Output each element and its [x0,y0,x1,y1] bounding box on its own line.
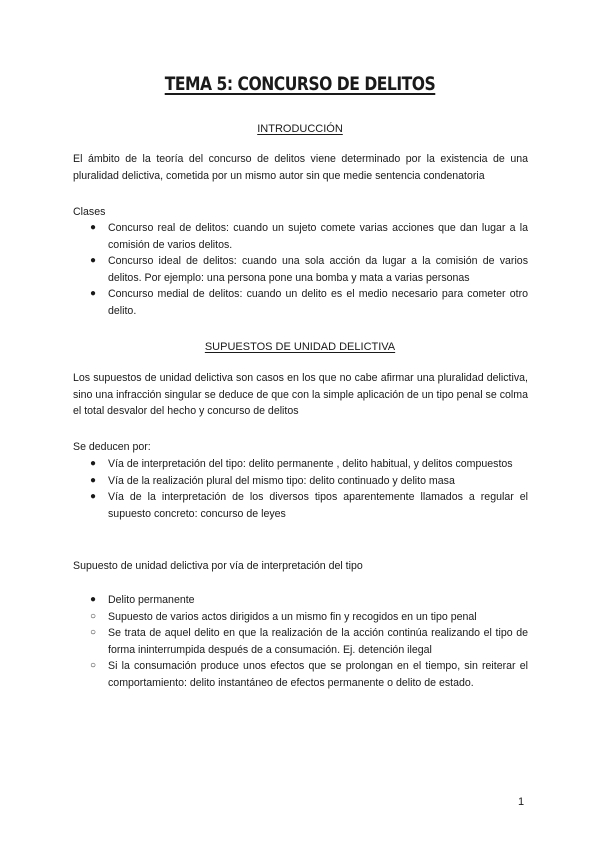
bullet-icon: ● [89,474,97,486]
hollow-bullet-icon: ○ [89,627,97,638]
deducen-list [73,456,528,522]
page-number: 1 [518,796,525,808]
hollow-bullet-icon: ○ [89,610,97,622]
list-item-text: Vía de interpretación del tipo: delito permanente , delito habitual, y delitos compuestos [108,458,513,470]
bullet-icon: ● [89,288,97,299]
unidad-paragraph: Los supuestos de unidad delictiva son casos en los que no cabe afirmar una pluralidad delictiva, sino una infracción singular se deduce de que con la simple aplicación de un tipo penal se colma el total desvalor del hecho y concurso de delitos [73,372,528,417]
hollow-bullet-icon: ○ [89,660,97,671]
list-item [73,456,528,473]
list-item-text: Concurso medial de delitos: cuando un delito es el medio necesario para cometer otro delito. [108,288,528,317]
heading-introduccion: INTRODUCCIÓN [257,123,343,135]
list-item [73,220,528,253]
list-item-text: Vía de la realización plural del mismo tipo: delito continuado y delito masa [108,474,455,487]
list-item-text: Supuesto de varios actos dirigidos a un mismo fin y recogidos en un tipo penal [108,610,477,623]
list-item-text: Concurso real de delitos: cuando un sujeto comete varias acciones que dan lugar a la comisión de varios delitos. [108,222,528,251]
list-item-text: Si la consumación produce unos efectos que se prolongan en el tiempo, sin reiterar el comportamiento: delito instantáneo de efectos permanente o delito de estado. [108,660,528,689]
bullet-icon: ● [89,458,97,469]
document-title: TEMA 5: CONCURSO DE DELITOS [164,73,436,95]
list-item [73,286,528,319]
intro-paragraph: El ámbito de la teoría del concurso de delitos viene determinado por la existencia de una pluralidad delictiva, cometida por un mismo autor sin que medie sentencia condenatoria [73,153,528,182]
list-item [73,473,528,490]
list-item-text: Se trata de aquel delito en que la realización de la acción continúa realizando el tipo de forma ininterrumpida después de a consumación. Ej. detención ilegal [108,627,528,656]
bullet-icon: ● [89,222,97,233]
list-item-text: Vía de la interpretación de los diversos tipos aparentemente llamados a regular el supuesto concreto: concurso de leyes [108,491,528,520]
bullet-icon: ● [89,491,97,502]
list-item [73,609,528,626]
list-item-text: Delito permanente [108,594,195,606]
supuesto-list [73,592,528,691]
list-item [73,489,528,522]
list-item-text: Concurso ideal de delitos: cuando una sola acción da lugar a la comisión de varios delitos. Por ejemplo: una persona pone una bomba y mata a varias personas [108,255,528,284]
list-item [73,253,528,286]
clases-label: Clases [73,206,106,218]
list-item [73,658,528,691]
filled-bullet-icon: ● [89,594,97,605]
list-item [73,625,528,658]
list-item [73,592,528,609]
heading-unidad-delictiva: SUPUESTOS DE UNIDAD DELICTIVA [204,341,396,353]
deducen-label: Se deducen por: [73,441,151,453]
bullet-icon: ● [89,255,97,266]
supuesto-label: Supuesto de unidad delictiva por vía de interpretación del tipo [73,560,363,572]
clases-list [73,220,528,319]
